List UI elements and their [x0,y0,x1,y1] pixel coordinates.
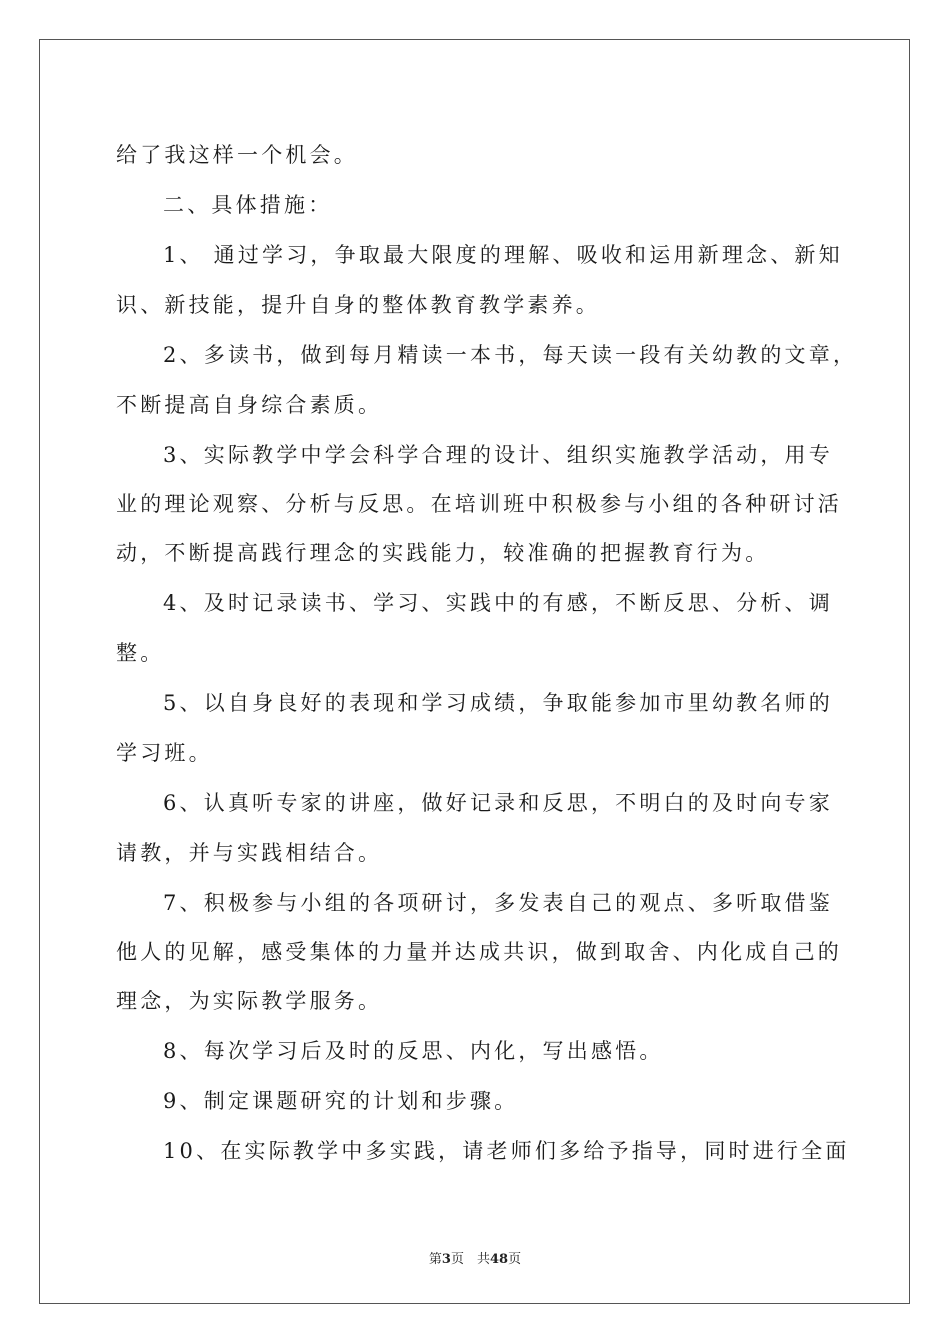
paragraph-line: 业的理论观察、分析与反思。在培训班中积极参与小组的各种研讨活 [116,492,842,516]
paragraph-line: 8、每次学习后及时的反思、内化，写出感悟。 [163,1039,664,1063]
paragraph-line: 二、具体措施： [163,193,333,217]
footer-prefix: 第 [428,1252,442,1267]
paragraph-line: 识、新技能，提升自身的整体教育教学素养。 [116,293,600,317]
paragraph-line: 4、及时记录读书、学习、实践中的有感，不断反思、分析、调 [163,591,833,615]
paragraph-line: 整。 [116,641,165,665]
paragraph-line: 学习班。 [116,741,213,765]
paragraph-line: 理念，为实际教学服务。 [116,989,383,1013]
paragraph-line: 5、以自身良好的表现和学习成绩，争取能参加市里幼教名师的 [163,691,833,715]
paragraph-line: 3、实际教学中学会科学合理的设计、组织实施教学活动，用专 [163,443,833,467]
paragraph-line: 不断提高自身综合素质。 [116,393,383,417]
page-frame [39,39,910,1304]
paragraph-line: 7、积极参与小组的各项研讨，多发表自己的观点、多听取借鉴 [163,891,833,915]
footer-middle: 页 共 [450,1252,490,1267]
footer-suffix: 页 [508,1252,522,1267]
paragraph-line: 2、多读书，做到每月精读一本书，每天读一段有关幼教的文章， [163,343,858,367]
paragraph-line: 9、制定课题研究的计划和步骤。 [163,1089,519,1113]
paragraph-line: 给了我这样一个机会。 [116,143,358,167]
current-page-number: 3 [441,1252,451,1267]
paragraph-line: 请教，并与实践相结合。 [116,841,383,865]
paragraph-line: 10、在实际教学中多实践，请老师们多给予指导，同时进行全面 [163,1139,850,1163]
page-footer [0,1248,950,1267]
paragraph-line: 1、 通过学习，争取最大限度的理解、吸收和运用新理念、新知 [163,243,843,267]
paragraph-line: 他人的见解，感受集体的力量并达成共识，做到取舍、内化成自己的 [116,940,842,964]
total-page-count: 48 [489,1252,509,1267]
paragraph-line: 6、认真听专家的讲座，做好记录和反思，不明白的及时向专家 [163,791,833,815]
paragraph-line: 动，不断提高践行理念的实践能力，较准确的把握教育行为。 [116,541,770,565]
